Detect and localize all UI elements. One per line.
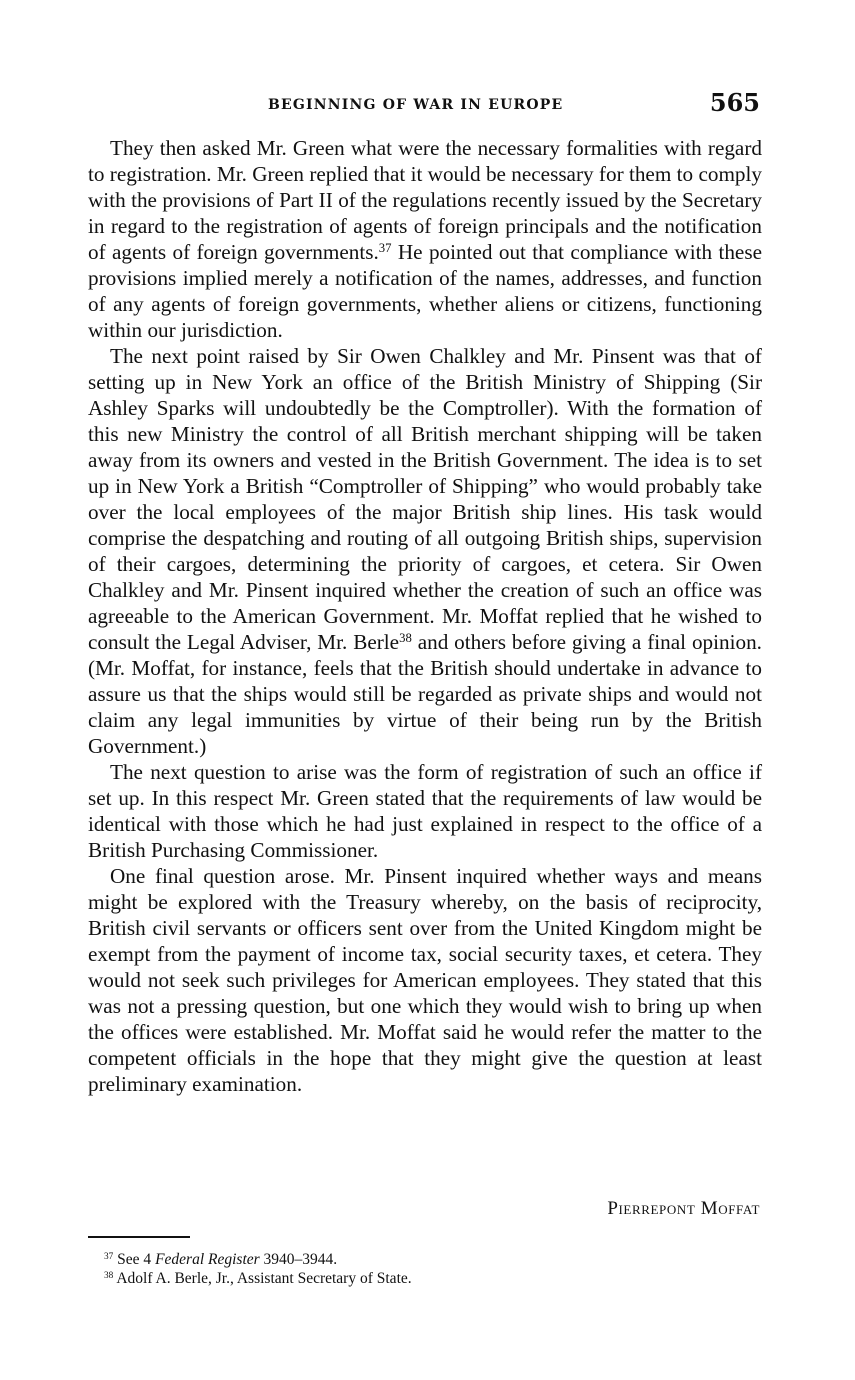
paragraph-registration-formalities [88,135,762,343]
paragraph-text: They then asked Mr. Green what were the necessary formalities with regard to registration. Mr. Green replied that it would be necessary for them to comply with the provisions of Part II of the regulations recently issued by the Secretary in regard to the registration of agents of foreign principals and the notification of agents of foreign governments. [88,136,762,264]
footnote-text: See 4 [113,1251,156,1268]
footnote-marker: 38 [104,1270,114,1281]
footnote-marker: 37 [104,1251,114,1262]
footnote-38 [104,1269,744,1288]
signature: Pierrepont Moffat [607,1198,760,1219]
footnote-reference-37: 37 [378,241,392,256]
footnote-divider [88,1236,190,1238]
running-head [88,88,762,124]
footnote-citation-title: Federal Register [155,1251,260,1268]
paragraph-office-registration: The next question to arise was the form of registration of such an office if set up. In this respect Mr. Green stated that the requirements of law would be identical with those which he had just explained in respect to the office of a British Purchasing Commissioner. [88,760,762,862]
paragraph-text: and others before giving a final opinion. (Mr. Moffat, for instance, feels that the British should undertake in advance to assure us that the ships would still be regarded as private ships and would not claim any legal immunities by virtue of their being run by the British Government.) [88,630,762,758]
footnote-reference-38: 38 [399,631,412,646]
paragraph-text: He pointed out that compliance with these provisions implied merely a notification of the names, addresses, and function of any agents of foreign governments, whether aliens or citizens, functioning within our jurisdiction. [88,240,762,342]
paragraph-text: The next point raised by Sir Owen Chalkley and Mr. Pinsent was that of setting up in New York an office of the British Ministry of Shipping (Sir Ashley Sparks will undoubtedly be the Comptroller). With the formation of this new Ministry the control of all British merchant shipping will be taken away from its owners and vested in the British Government. The idea is to set up in New York a British “Comptroller of Shipping” who would probably take over the local employees of the major British ship lines. His task would comprise the despatching and routing of all outgoing British ships, supervision of their cargoes, determining the priority of cargoes, et cetera. Sir Owen Chalkley and Mr. Pinsent inquired whether the creation of such an office was agreeable to the American Government. Mr. Moffat replied that he wished to consult the Legal Adviser, Mr. Berle [88,344,762,654]
document-page [88,0,762,1380]
body-text [88,135,762,1097]
footnotes [104,1250,744,1288]
footnote-text: Adolf A. Berle, Jr., Assistant Secretary of State. [113,1270,412,1287]
page-number: 565 [709,88,760,117]
paragraph-income-tax-question: One final question arose. Mr. Pinsent inquired whether ways and means might be explored with the Treasury whereby, on the basis of reciprocity, British civil servants or officers sent over from the United Kingdom might be exempt from the payment of income tax, social security taxes, et cetera. They would not seek such privileges for American employees. They stated that this was not a pressing question, but one which they would wish to bring up when the offices were established. Mr. Moffat said he would refer the matter to the competent officials in the hope that they might give the question at least preliminary examination. [88,864,762,1096]
footnote-37 [104,1250,744,1269]
footnote-text: 3940–3944. [259,1251,338,1268]
running-title: BEGINNING OF WAR IN EUROPE [268,97,564,113]
paragraph-ministry-of-shipping [88,343,762,759]
